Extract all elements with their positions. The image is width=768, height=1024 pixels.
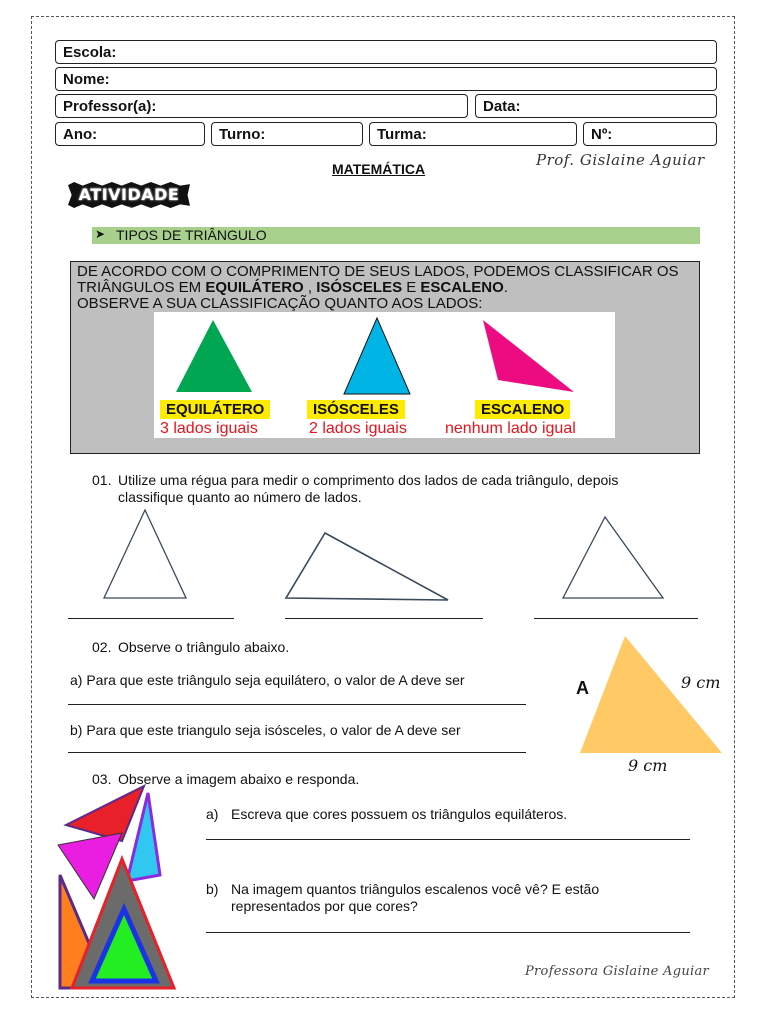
subject-title: MATEMÁTICA	[332, 161, 426, 177]
q3-a-answer[interactable]	[206, 839, 690, 840]
classification-panel	[154, 312, 615, 438]
name-field[interactable]: Nome:	[55, 67, 717, 91]
q2-a-text: a) Para que este triângulo seja equilátero, o valor de A deve ser	[70, 672, 465, 688]
equilateral-triangle	[176, 320, 252, 392]
topic-title: TIPOS DE TRIÂNGULO	[116, 227, 267, 243]
class-field[interactable]: Turma:	[369, 122, 577, 146]
intro-line-3: OBSERVE A SUA CLASSIFICAÇÃO QUANTO AOS LADOS:	[77, 295, 483, 312]
teacher-field[interactable]: Professor(a):	[55, 94, 468, 118]
q1-answer-2[interactable]	[285, 618, 483, 619]
shift-field[interactable]: Turno:	[211, 122, 363, 146]
year-field[interactable]: Ano:	[55, 122, 205, 146]
activity-title: ATIVIDADE 2	[78, 185, 180, 223]
equilateral-label: EQUILÁTERO	[160, 400, 270, 419]
topic-bar	[92, 227, 700, 244]
q1-triangles	[60, 505, 710, 605]
equilateral-desc: 3 lados iguais	[160, 420, 258, 437]
scalene-desc: nenhum lado igual	[445, 420, 576, 437]
signature-bottom: Professora Gislaine Aguiar	[525, 964, 710, 979]
q1-triangle-2	[286, 533, 448, 600]
intro-line-1: DE ACORDO COM O COMPRIMENTO DE SEUS LADOS, PODEMOS CLASSIFICAR OS	[77, 263, 679, 280]
q2-triangle	[580, 636, 722, 753]
q1-triangle-3	[563, 517, 663, 598]
q2-text: Observe o triângulo abaixo.	[118, 639, 290, 655]
q2-triangle-figure	[575, 633, 725, 758]
q3-number: 03.	[92, 771, 112, 787]
isosceles-label: ISÓSCELES	[307, 400, 405, 419]
q3-b-label: b)	[206, 881, 219, 897]
q2-label-a: A	[576, 678, 589, 698]
q2-label-side-2: 9 cm	[628, 756, 668, 775]
q3-b-line-2: representados por que cores?	[231, 898, 418, 914]
q1-line-2: classifique quanto ao número de lados.	[118, 489, 362, 505]
school-field[interactable]: Escola:	[55, 40, 717, 64]
classification-box	[70, 261, 700, 454]
q2-a-answer[interactable]	[68, 704, 526, 705]
number-field[interactable]: Nº:	[583, 122, 717, 146]
red-triangle	[66, 786, 144, 841]
q1-line-1: Utilize uma régua para medir o comprimento dos lados de cada triângulo, depois	[118, 472, 619, 488]
signature-top: Prof. Gislaine Aguiar	[536, 151, 705, 169]
scalene-triangle	[483, 320, 574, 392]
scalene-label: ESCALENO	[475, 400, 570, 419]
q3-b-answer[interactable]	[206, 932, 690, 933]
q1-answer-1[interactable]	[68, 618, 234, 619]
q3-b-line-1: Na imagem quantos triângulos escalenos você vê? E estão	[231, 881, 600, 897]
q2-label-side-1: 9 cm	[681, 673, 721, 692]
date-field[interactable]: Data:	[475, 94, 717, 118]
arrow-right-icon: ➤	[95, 227, 106, 241]
q3-a-label: a)	[206, 806, 219, 822]
isosceles-desc: 2 lados iguais	[309, 420, 407, 437]
q2-number: 02.	[92, 639, 112, 655]
q2-b-text: b) Para que este triangulo seja isósceles, o valor de A deve ser	[70, 722, 461, 738]
q1-answer-3[interactable]	[534, 618, 698, 619]
q3-text: Observe a imagem abaixo e responda.	[118, 771, 360, 787]
intro-line-2: TRIÂNGULOS EM EQUILÁTERO , ISÓSCELES E ESCALENO.	[77, 279, 508, 296]
q3-a-text: Escreva que cores possuem os triângulos equiláteros.	[231, 806, 568, 822]
q2-b-answer[interactable]	[68, 752, 526, 753]
q3-triangle-collage	[52, 783, 182, 993]
isosceles-triangle	[344, 318, 410, 394]
q1-number: 01.	[92, 472, 112, 488]
q1-triangle-1	[104, 510, 186, 598]
